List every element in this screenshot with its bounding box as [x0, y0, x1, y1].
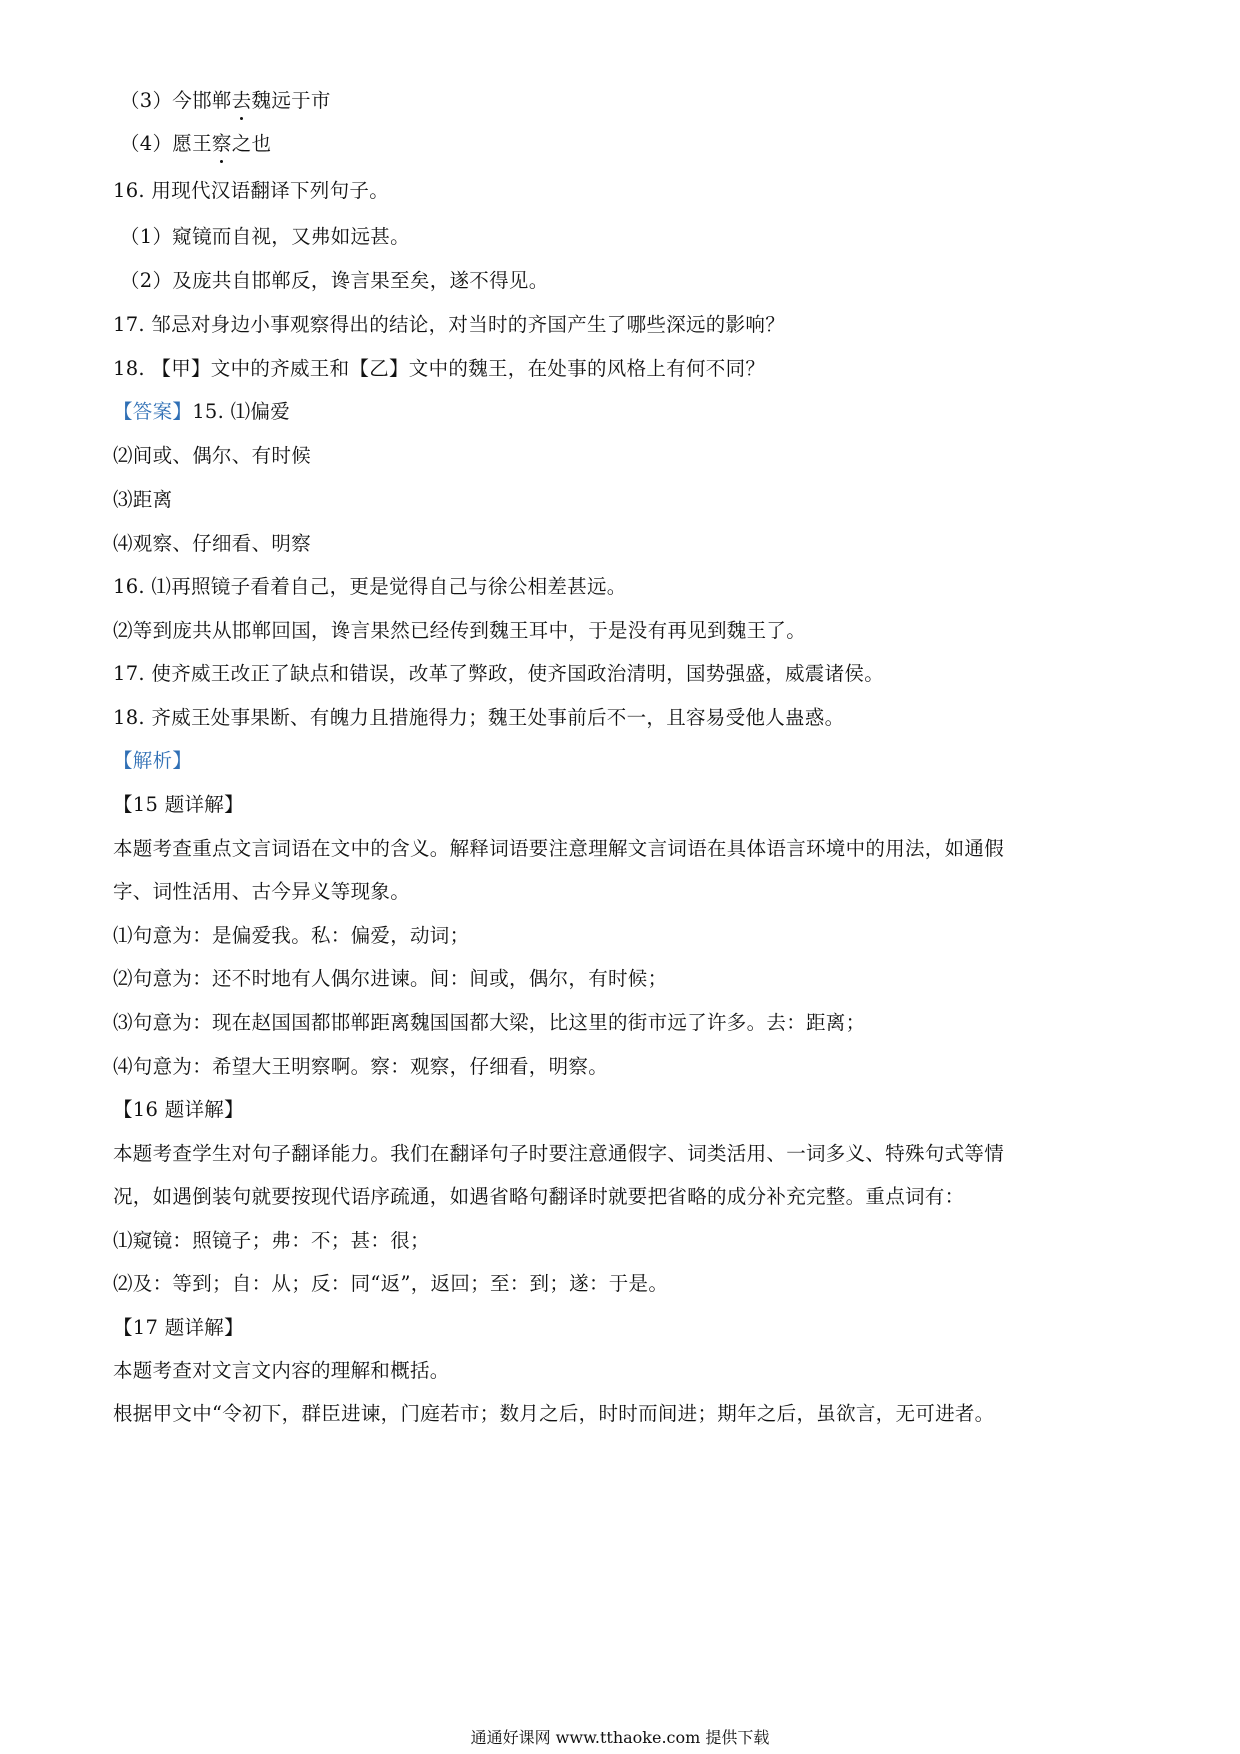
heading-16: 【16 题详解】	[113, 1098, 244, 1121]
emphasis-dot-char: 察	[212, 129, 232, 159]
answer-18: 18. 齐威王处事果断、有魄力且措施得力；魏王处事前后不一，且容易受他人蛊惑。	[113, 706, 845, 729]
paragraph-16-line1: 本题考查学生对句子翻译能力。我们在翻译句子时要注意通假字、词类活用、一词多义、特殊句式等情	[113, 1142, 1005, 1165]
paragraph-15-line2: 字、词性活用、古今异义等现象。	[113, 880, 411, 903]
answer-16-1: 16. ⑴再照镜子看着自己，更是觉得自己与徐公相差甚远。	[113, 575, 627, 598]
answer-16-2: ⑵等到庞共从邯郸回国，谗言果然已经传到魏王耳中，于是没有再见到魏王了。	[113, 619, 807, 642]
paragraph-15-line1: 本题考查重点文言词语在文中的含义。解释词语要注意理解文言词语在具体语言环境中的用法，如通假	[113, 837, 1005, 860]
answer-tag: 【答案】	[113, 400, 193, 423]
explanation-15-1: ⑴句意为：是偏爱我。私：偏爱，动词；	[113, 924, 470, 947]
paragraph-17-line1: 本题考查对文言文内容的理解和概括。	[113, 1359, 450, 1382]
question-text: （3）今邯郸	[120, 89, 232, 112]
question-16-1: （1）窥镜而自视，又弗如远甚。	[120, 225, 410, 248]
explanation-16-1: ⑴窥镜：照镜子；弗：不；甚：很；	[113, 1229, 430, 1252]
page-footer: 通通好课网 www.tthaoke.com 提供下载	[470, 1728, 770, 1747]
analysis-tag: 【解析】	[113, 749, 193, 772]
answer-15-1	[113, 397, 1123, 427]
paragraph-16-line2: 况，如遇倒装句就要按现代语序疏通，如遇省略句翻译时就要把省略的成分补充完整。重点词有：	[113, 1185, 965, 1208]
question-text: 之也	[231, 132, 272, 155]
paragraph-17-line2: 根据甲文中“令初下，群臣进谏，门庭若市；数月之后，时时而间进；期年之后，虽欲言，无可进者。	[113, 1402, 995, 1425]
explanation-15-3: ⑶句意为：现在赵国国都邯郸距离魏国国都大梁，比这里的街市远了许多。去：距离；	[113, 1011, 866, 1034]
question-16: 16. 用现代汉语翻译下列句子。	[113, 179, 390, 202]
heading-15: 【15 题详解】	[113, 793, 244, 816]
explanation-16-2: ⑵及：等到；自：从；反：同“返”，返回；至：到；遂：于是。	[113, 1272, 669, 1295]
explanation-15-2: ⑵句意为：还不时地有人偶尔进谏。间：间或，偶尔，有时候；	[113, 967, 668, 990]
answer-15-3: ⑶距离	[113, 488, 173, 511]
answer-17: 17. 使齐威王改正了缺点和错误，改革了弊政，使齐国政治清明，国势强盛，威震诸侯。	[113, 662, 885, 685]
answer-text: 15. ⑴偏爱	[192, 400, 291, 423]
question-16-2: （2）及庞共自邯郸反，谗言果至矣，遂不得见。	[120, 269, 549, 292]
question-text: （4）愿王	[120, 132, 212, 155]
question-18: 18. 【甲】文中的齐威王和【乙】文中的魏王，在处事的风格上有何不同？	[113, 357, 766, 380]
answer-15-4: ⑷观察、仔细看、明察	[113, 532, 312, 555]
explanation-15-4: ⑷句意为：希望大王明察啊。察：观察，仔细看，明察。	[113, 1055, 609, 1078]
heading-17: 【17 题详解】	[113, 1316, 244, 1339]
question-15-4	[120, 129, 1130, 159]
answer-15-2: ⑵间或、偶尔、有时候	[113, 444, 312, 467]
question-text: 魏远于市	[251, 89, 331, 112]
question-15-3	[120, 86, 1130, 116]
emphasis-dot-char: 去	[232, 86, 252, 116]
question-17: 17. 邹忌对身边小事观察得出的结论，对当时的齐国产生了哪些深远的影响？	[113, 313, 786, 336]
